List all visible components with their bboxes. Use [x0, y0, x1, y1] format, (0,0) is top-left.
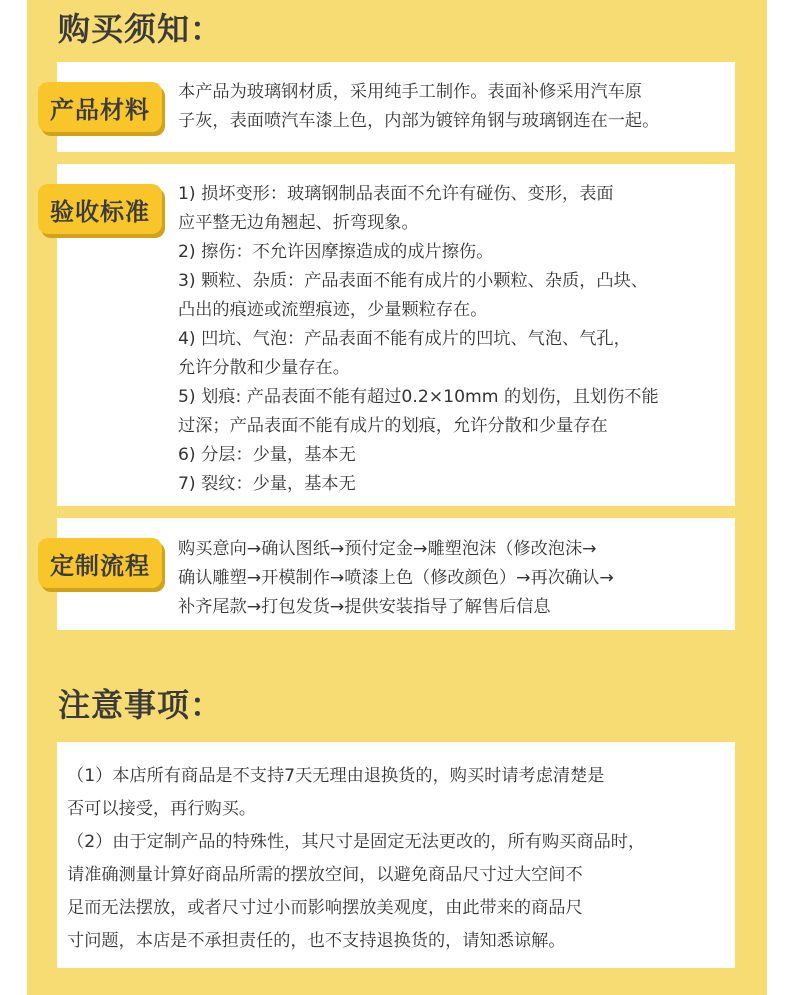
acceptance-item: 4) 凹坑、气泡：产品表面不能有成片的凹坑、气泡、气孔，: [178, 329, 631, 349]
acceptance-item: 3) 颗粒、杂质：产品表面不能有成片的小颗粒、杂质，凸块、: [178, 271, 648, 291]
process-line: 补齐尾款→打包发货→提供安装指导了解售后信息: [178, 597, 551, 617]
material-text: [178, 78, 659, 136]
acceptance-item: 1) 损坏变形：玻璃钢制品表面不允许有碰伤、变形，表面: [178, 184, 614, 204]
material-line: 子灰，表面喷汽车漆上色，内部为镀锌角钢与玻璃钢连在一起。: [178, 111, 660, 131]
attention-list: [67, 760, 645, 958]
attention-item: （1）本店所有商品是不支持7天无理由退换货的，购买时请考虑清楚是: [67, 766, 605, 786]
acceptance-item: 7) 裂纹：少量，基本无: [178, 474, 356, 494]
process-line: 确认雕塑→开模制作→喷漆上色（修改颜色）→再次确认→: [178, 568, 614, 588]
acceptance-item: 5) 划痕: 产品表面不能有超过0.2×10mm 的划伤，且划伤不能: [178, 387, 659, 407]
acceptance-tag: 验收标准: [38, 184, 162, 234]
attention-item: （2）由于定制产品的特殊性，其尺寸是固定无法更改的，所有购买商品时，: [67, 832, 646, 852]
acceptance-item: 6) 分层：少量，基本无: [178, 445, 356, 465]
material-tag: 产品材料: [38, 82, 162, 132]
acceptance-item: 允许分散和少量存在。: [178, 358, 350, 378]
attention-item: 否可以接受，再行购买。: [67, 799, 257, 819]
acceptance-item: 过深；产品表面不能有成片的划痕，允许分散和少量存在: [178, 416, 608, 436]
acceptance-item: 应平整无边角翘起、折弯现象。: [178, 213, 419, 233]
attention-title: 注意事项：: [58, 686, 224, 724]
process-tag: 定制流程: [38, 538, 162, 588]
acceptance-item: 2) 擦伤：不允许因摩擦造成的成片擦伤。: [178, 242, 494, 262]
acceptance-list: [178, 180, 659, 499]
attention-item: 寸问题，本店是不承担责任的，也不支持退换货的，请知悉谅解。: [67, 931, 566, 951]
attention-item: 足而无法摆放，或者尺寸过小而影响摆放美观度，由此带来的商品尺: [67, 898, 583, 918]
process-text: [178, 535, 614, 622]
attention-item: 请准确测量计算好商品所需的摆放空间，以避免商品尺寸过大空间不: [67, 865, 583, 885]
process-line: 购买意向→确认图纸→预付定金→雕塑泡沫（修改泡沫→: [178, 539, 597, 559]
acceptance-item: 凸出的痕迹或流塑痕迹，少量颗粒存在。: [178, 300, 488, 320]
material-line: 本产品为玻璃钢材质，采用纯手工制作。表面补修采用汽车原: [178, 82, 643, 102]
attention-card: [57, 742, 735, 968]
purchase-notice-title: 购买须知：: [58, 10, 224, 48]
